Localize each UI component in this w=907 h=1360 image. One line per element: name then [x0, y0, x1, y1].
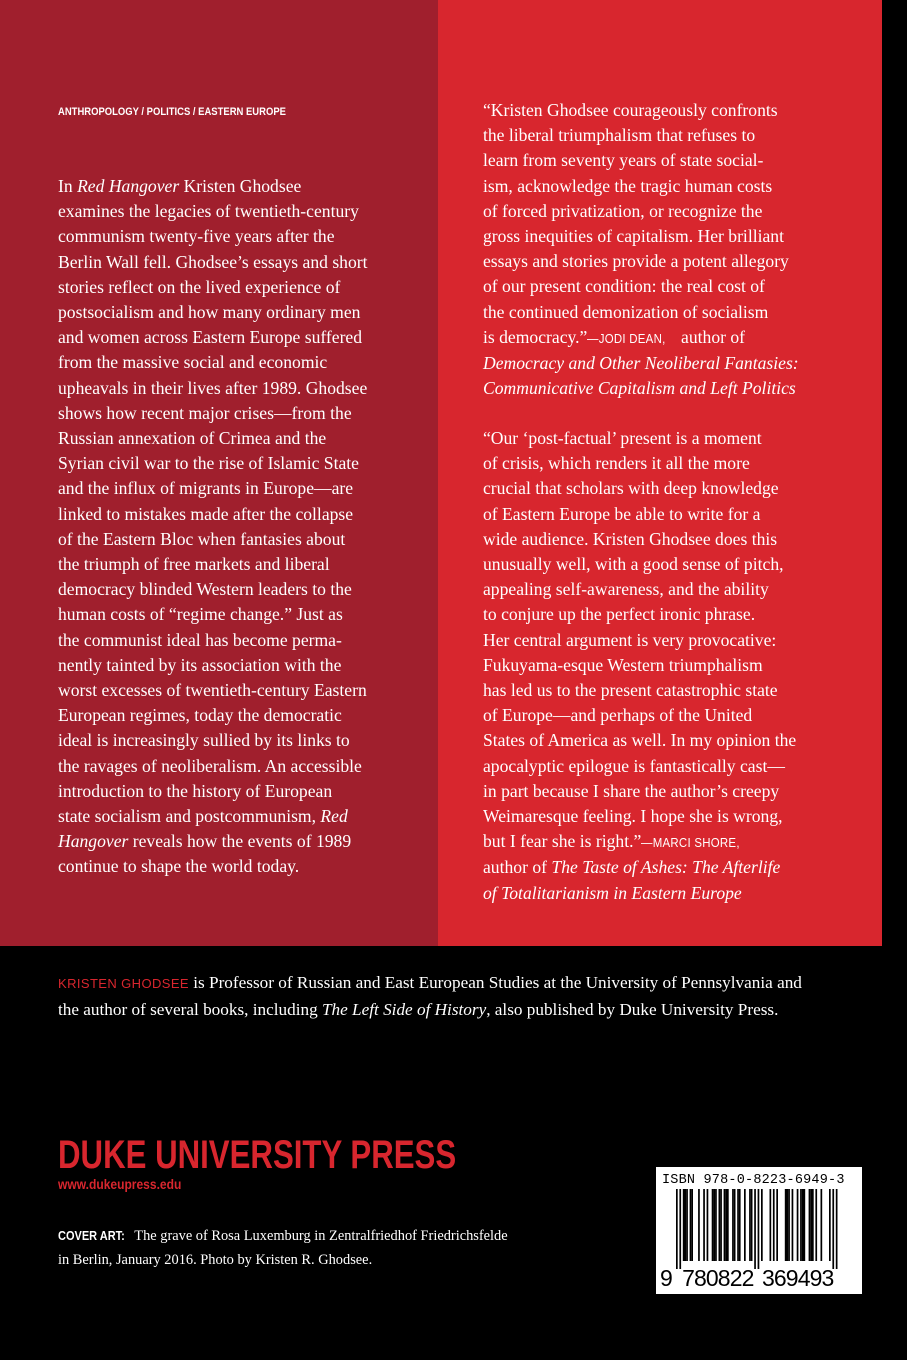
book-title: Red Hangover — [77, 176, 180, 196]
barcode-bar — [685, 1189, 687, 1261]
barcode-bar — [683, 1189, 685, 1261]
barcode-digits: 3 — [762, 1265, 775, 1291]
barcode-digits: 9 — [809, 1265, 823, 1291]
barcode-digits: 2 — [741, 1265, 755, 1291]
barcode-digits: 7 — [682, 1265, 695, 1291]
publisher-name: DUKE UNIVERSITY PRESS — [58, 1133, 457, 1177]
barcode-bar — [832, 1189, 834, 1269]
isbn-barcode — [656, 1167, 862, 1294]
barcode-bar — [812, 1189, 814, 1261]
barcode-bar — [715, 1189, 717, 1261]
barcode-bar — [787, 1189, 789, 1261]
barcode-digits: 9 — [785, 1265, 799, 1291]
barcode-bar — [770, 1189, 772, 1261]
barcode-bar — [713, 1189, 715, 1261]
barcode-bar — [719, 1189, 721, 1261]
barcode-bar — [698, 1189, 700, 1261]
barcode-digits: 9 — [660, 1265, 673, 1291]
barcode-bar — [788, 1189, 790, 1261]
barcode-bar — [815, 1189, 817, 1261]
barcode-bar — [744, 1189, 746, 1261]
category-label: ANTHROPOLOGY / POLITICS / EASTERN EUROPE — [58, 106, 286, 118]
barcode-digits: 8 — [717, 1265, 731, 1291]
barcode-digits: 4 — [797, 1265, 811, 1291]
black-edge-strip — [882, 0, 907, 946]
barcode-bar — [761, 1189, 763, 1261]
author-name: KRISTEN GHODSEE — [58, 976, 189, 991]
barcode-digits: 0 — [705, 1265, 719, 1291]
barcode-bar — [758, 1189, 760, 1269]
cover-art-credit: COVER ART: The grave of Rosa Luxemburg in Zentralfriedhof Friedrichsfelde in Berlin, January 2016. Photo by Kristen R. Ghodsee. — [58, 1224, 538, 1272]
barcode-bar — [739, 1189, 741, 1261]
barcode-bar — [776, 1189, 778, 1261]
barcode-bar — [800, 1189, 802, 1261]
barcode-bar — [720, 1189, 722, 1261]
barcode-bar — [802, 1189, 804, 1261]
barcode-bar — [732, 1189, 734, 1261]
barcode-bar — [785, 1189, 787, 1261]
endorser-name: —JODI DEAN, — [587, 330, 666, 346]
barcode-bar — [737, 1189, 739, 1261]
barcode-bar — [679, 1189, 681, 1269]
barcode-bar — [809, 1189, 811, 1261]
barcode-digits: 6 — [773, 1265, 787, 1291]
barcode-digits: 8 — [694, 1265, 707, 1291]
barcode-graphic — [660, 1189, 858, 1291]
author-bio: KRISTEN GHODSEE is Professor of Russian and East European Studies at the University of Pennsylvania and the author of several books, including The Left Side of History, also published by Duke University Press. — [58, 973, 802, 1019]
book-description: In Red Hangover Kristen Ghodsee examines the legacies of twentieth-century communism twenty-five years after the Berlin Wall fell. Ghodsee’s essays and short stories reflect on the lived experience of postsocialism and how many ordinary men and women across Eastern Europe suffered from the massive social and economic upheavals in their lives after 1989. Ghodsee shows how recent major crises—from the Russian annexation of Crimea and the Syrian civil war to the rise of Islamic State and the influx of migrants in Europe—are linked to mistakes made after the collapse of the Eastern Bloc when fantasies about the triumph of free markets and liberal democracy blinded Western leaders to the human costs of “regime change.” Just as the communist ideal has become perma- nently tainted by its association with the worst excesses of twentieth-century Eastern European regimes, today the democratic ideal is increasingly sullied by its links to the ravages of neoliberalism. An accessible introduction to the history of European state socialism and postcommunism, Red Hangover reveals how the events of 1989 continue to shape the world today. — [58, 176, 368, 877]
isbn-label: ISBN 978-0-8223-6949-3 — [662, 1173, 845, 1188]
endorsement-marci-shore: “Our ‘post-factual’ present is a moment of crisis, which renders it all the more crucial that scholars with deep knowledge of Eastern Europe be able to write for a wide audience. Kristen Ghodsee does this unusually well, with a good sense of pitch, appealing self-awareness, and the ability to conjure up the perfect ironic phrase. Her central argument is very provocative: Fukuyama-esque Western triumphalism has led us to the present catastrophic state of Europe—and perhaps of the United States of America as well. In my opinion the apocalyptic epilogue is fantastically cast— in part because I share the author’s creepy Weimaresque feeling. I hope she is wrong, but I fear she is right.”—MARCI SHORE, author of The Taste of Ashes: The Afterlife of Totalitarianism in Eastern Europe — [483, 428, 797, 903]
endorsement-jodi-dean: “Kristen Ghodsee courageously confronts the liberal triumphalism that refuses to learn from seventy years of state social- ism, acknowledge the tragic human costs of forced privatization, or recognize the gross inequities of capitalism. Her brilliant essays and stories provide a potent allegory of our present condition: the real cost of the continued demonization of socialism is democracy.”—JODI DEAN, author of Democracy and Other Neoliberal Fantasies: Communicative Capitalism and Left Politics — [483, 100, 799, 399]
barcode-bar — [751, 1189, 753, 1261]
barcode-bar — [734, 1189, 736, 1261]
barcode-bar — [836, 1189, 838, 1269]
barcode-bar — [749, 1189, 751, 1261]
barcode-bar — [727, 1189, 729, 1261]
barcode-bar — [724, 1189, 726, 1261]
barcode-bar — [804, 1189, 806, 1261]
barcode-bar — [829, 1189, 831, 1261]
barcode-bar — [792, 1189, 794, 1261]
barcode-bar — [691, 1189, 693, 1261]
endorser-name: —MARCI SHORE, — [641, 835, 741, 851]
cover-art-label: COVER ART: — [58, 1229, 125, 1243]
barcode-bar — [676, 1189, 678, 1269]
barcode-bar — [725, 1189, 727, 1261]
barcode-digits: 3 — [821, 1265, 835, 1291]
barcode-bar — [712, 1189, 714, 1261]
publisher-website: www.dukeupress.edu — [58, 1176, 182, 1192]
barcode-bar — [797, 1189, 799, 1261]
barcode-bar — [690, 1189, 692, 1261]
barcode-bar — [773, 1189, 775, 1261]
barcode-bar — [703, 1189, 705, 1261]
barcode-bar — [686, 1189, 688, 1261]
barcode-digits: 2 — [729, 1265, 743, 1291]
barcode-bar — [821, 1189, 823, 1261]
barcode-bar — [707, 1189, 709, 1261]
barcode-bar — [810, 1189, 812, 1261]
barcode-bar — [754, 1189, 756, 1269]
